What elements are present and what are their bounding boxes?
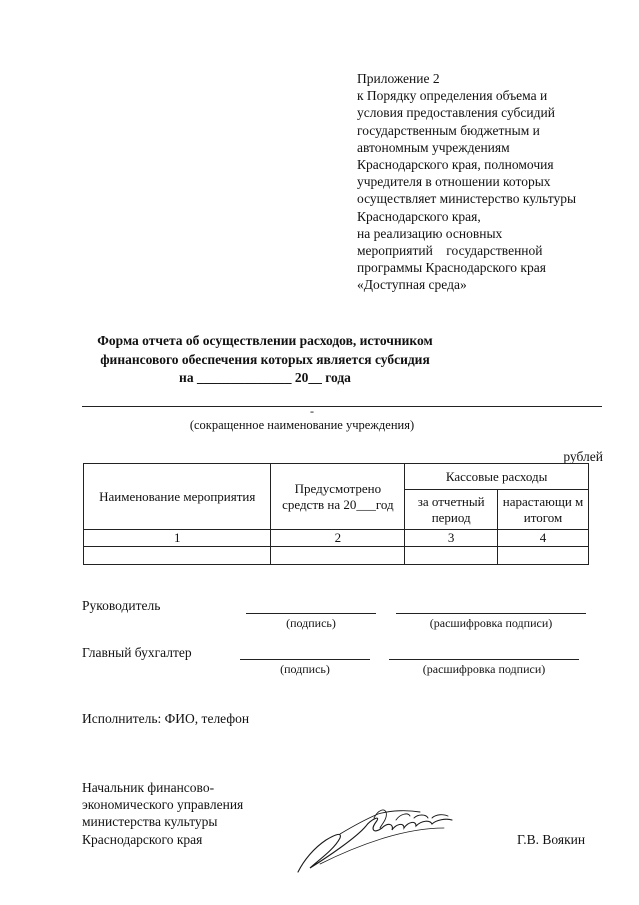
accountant-decode-caption: (расшифровка подписи) [422, 662, 546, 676]
column-number: 2 [271, 530, 405, 547]
appendix-header [357, 70, 619, 294]
title-line-2: финансового обеспечения которых является субсидия [100, 351, 430, 367]
appendix-line: к Порядку определения объема и [357, 88, 548, 104]
head-signature-line[interactable] [246, 613, 376, 614]
appendix-line: условия предоставления субсидий [357, 105, 555, 121]
chief-title-line: Краснодарского края [82, 831, 203, 847]
appendix-line: «Доступная среда» [357, 277, 467, 293]
header-cumulative-total: нарастающи м итогом [498, 490, 589, 530]
appendix-line: Краснодарского края, [357, 208, 481, 224]
organization-dash: - [310, 404, 314, 418]
executor-line: Исполнитель: ФИО, телефон [82, 711, 250, 726]
appendix-line: государственным бюджетным и [357, 122, 540, 138]
appendix-line: Краснодарского края, полномочия [357, 157, 554, 173]
header-event-name: Наименование мероприятия [84, 464, 271, 530]
appendix-line: мероприятий государственной [357, 243, 543, 259]
table-number-row [84, 530, 589, 547]
appendix-line: на реализацию основных [357, 225, 503, 241]
accountant-decode-line[interactable] [389, 659, 579, 660]
column-number: 3 [405, 530, 498, 547]
organization-line [82, 406, 602, 407]
appendix-line: автономным учреждениям [357, 139, 510, 155]
organization-caption: (сокращенное наименование учреждения) [189, 418, 415, 432]
chief-name: Г.В. Воякин [517, 832, 586, 847]
appendix-line: программы Краснодарского края [357, 260, 546, 276]
handwritten-signature [296, 798, 456, 878]
head-decode-line[interactable] [396, 613, 586, 614]
table-cell[interactable] [271, 547, 405, 565]
accountant-signature-line[interactable] [240, 659, 370, 660]
chief-title-line: Начальник финансово- [82, 780, 215, 795]
header-reporting-period: за отчетный период [405, 490, 498, 530]
table-row [84, 547, 589, 565]
accountant-sign-caption: (подпись) [280, 662, 330, 676]
chief-title-line: министерства культуры [82, 814, 218, 830]
currency-label: рублей [563, 449, 603, 464]
table-cell[interactable] [84, 547, 271, 565]
chief-title-line: экономического управления [82, 797, 244, 813]
report-table [83, 463, 589, 565]
appendix-line: Приложение 2 [357, 71, 440, 86]
head-label: Руководитель [82, 598, 161, 613]
accountant-label: Главный бухгалтер [82, 645, 192, 660]
head-decode-caption: (расшифровка подписи) [429, 616, 553, 630]
appendix-line: осуществляет министерство культуры [357, 191, 577, 207]
table-header-row [84, 464, 589, 490]
head-sign-caption: (подпись) [286, 616, 336, 630]
header-cash-expenses: Кассовые расходы [405, 464, 589, 490]
appendix-line: учредителя в отношении которых [357, 174, 551, 190]
report-title [60, 332, 470, 388]
header-planned-funds: Предусмотрено средств на 20___год [271, 464, 405, 530]
table-cell[interactable] [498, 547, 589, 565]
chief-title [82, 779, 243, 848]
title-line-3: на ______________ 20__ года [179, 370, 351, 385]
table-cell[interactable] [405, 547, 498, 565]
column-number: 4 [498, 530, 589, 547]
title-line-1: Форма отчета об осуществлении расходов, источником [97, 333, 433, 348]
column-number: 1 [84, 530, 271, 547]
